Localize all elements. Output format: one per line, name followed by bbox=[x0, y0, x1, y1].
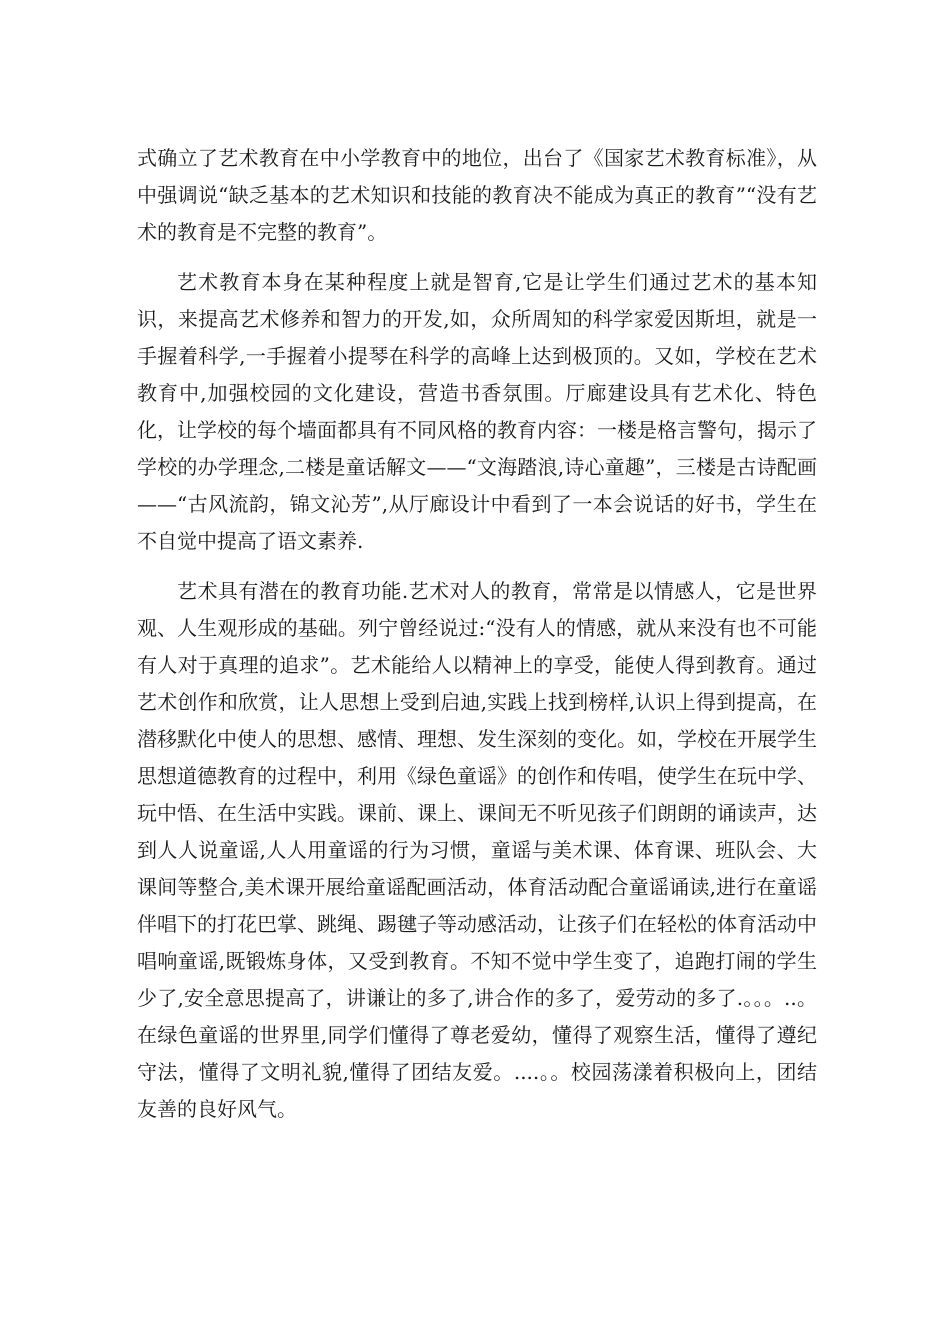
document-body bbox=[137, 140, 817, 1141]
paragraph-3: 艺术具有潜在的教育功能.艺术对人的教育，常常是以情感人，它是世界观、人生观形成的基础。列宁曾经说过:“没有人的情感，就从来没有也不可能有人对于真理的追求”。艺术能给人以精神上的享受，能使人得到教育。通过艺术创作和欣赏，让人思想上受到启迪,实践上找到榜样,认识上得到提高，在潜移默化中使人的思想、感情、理想、发生深刻的变化。如，学校在开展学生思想道德教育的过程中，利用《绿色童谣》的创作和传唱，使学生在玩中学、玩中悟、在生活中实践。课前、课上、课间无不听见孩子们朗朗的诵读声，达到人人说童谣,人人用童谣的行为习惯，童谣与美术课、体育课、班队会、大课间等整合,美术课开展给童谣配画活动，体育活动配合童谣诵读,进行在童谣伴唱下的打花巴掌、跳绳、踢毽子等动感活动，让孩子们在轻松的体育活动中唱响童谣,既锻炼身体，又受到教育。不知不觉中学生变了，追跑打闹的学生少了,安全意思提高了，讲谦让的多了,讲合作的多了，爱劳动的多了.。。。..。在绿色童谣的世界里,同学们懂得了尊老爱幼，懂得了观察生活，懂得了遵纪守法，懂得了文明礼貌,懂得了团结友爱。....。。校园荡漾着积极向上，团结友善的良好风气。 bbox=[137, 579, 817, 1121]
paragraph-1: 式确立了艺术教育在中小学教育中的地位，出台了《国家艺术教育标准》，从中强调说“缺乏基本的艺术知识和技能的教育决不能成为真正的教育”“没有艺术的教育是不完整的教育”。 bbox=[137, 146, 817, 244]
paragraph-2: 艺术教育本身在某种程度上就是智育,它是让学生们通过艺术的基本知识，来提高艺术修养和智力的开发,如，众所周知的科学家爱因斯坦，就是一手握着科学,一手握着小提琴在科学的高峰上达到极顶的。又如，学校在艺术教育中,加强校园的文化建设，营造书香氛围。厅廊建设具有艺术化、特色化，让学校的每个墙面都具有不同风格的教育内容：一楼是格言警句，揭示了学校的办学理念,二楼是童话解文——“文海踏浪,诗心童趣”，三楼是古诗配画——“古风流韵，锦文沁芳”,从厅廊设计中看到了一本会说话的好书，学生在不自觉中提高了语文素养. bbox=[137, 270, 817, 553]
